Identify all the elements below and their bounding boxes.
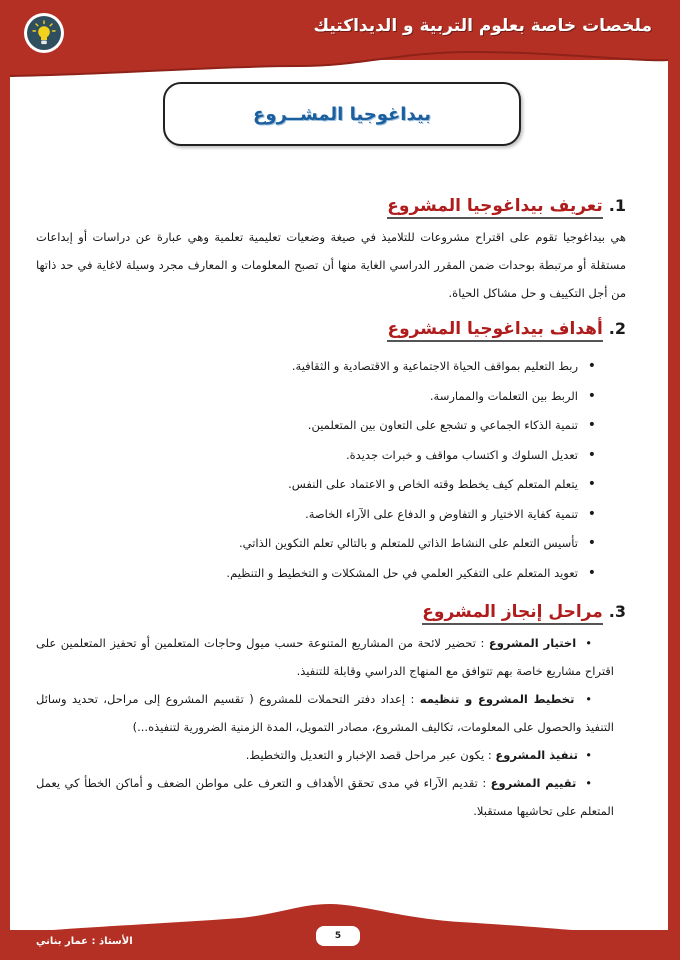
list-item: • تنمية كفاية الاختيار و التفاوض و الدفاع على الآراء الخاصة. [36, 500, 596, 530]
stage-label: تنفيذ المشروع [495, 748, 578, 762]
stages-list [36, 629, 626, 825]
section-title: مراحل إنجاز المشروع [422, 602, 602, 625]
bullet-icon: • [577, 748, 592, 762]
section-2-heading [36, 319, 626, 342]
section-3-heading [36, 602, 626, 625]
header-banner [0, 0, 680, 90]
stage-label: تقييم المشروع [490, 776, 577, 790]
stage-text: : يكون عبر مراحل قصد الإخبار و التعديل والتخطيط. [245, 748, 496, 762]
footer-banner [0, 890, 680, 960]
list-item [36, 629, 614, 685]
author-credit: الأستاذ : عمار بناني [36, 936, 133, 947]
stage-text: : تقديم الآراء في مدى تحقق الأهداف و التعرف على مواطن الضعف و أماكن الخطأ كي يعمل المتعلم على تحاشيها مستقبلا. [36, 776, 614, 818]
list-item: • تنمية الذكاء الجماعي و تشجع على التعاون بين المتعلمين. [36, 411, 596, 441]
lightbulb-icon [32, 20, 56, 46]
list-item [36, 685, 614, 741]
list-item: • تأسيس التعلم على النشاط الذاتي للمتعلم و بالتالي تعلم التكوين الذاتي. [36, 529, 596, 559]
list-item [36, 769, 614, 825]
list-item: • يتعلم المتعلم كيف يخطط وقته الخاص و الاعتماد على النفس. [36, 470, 596, 500]
section-number: 3. [608, 602, 626, 621]
section-1-heading [36, 196, 626, 219]
bullet-icon: • [576, 636, 592, 650]
list-item: • الربط بين التعلمات والممارسة. [36, 382, 596, 412]
section-number: 1. [608, 196, 626, 215]
list-item [36, 741, 614, 769]
bullet-icon: • [574, 692, 592, 706]
page-title-box [163, 82, 521, 146]
header-title: ملخصات خاصة بعلوم التربية و الديداكتيك [313, 16, 652, 36]
page-title: بيداغوجيا المشــروع [253, 103, 431, 125]
section-number: 2. [608, 319, 626, 338]
list-item: • ربط التعليم بمواقف الحياة الاجتماعية و الاقتصادية و الثقافية. [36, 352, 596, 382]
page-number: 5 [316, 926, 360, 946]
document-body [36, 196, 626, 825]
stage-text: : إعداد دفتر التحملات للمشروع ( تقسيم المشروع إلى مراحل، تحديد وسائل التنفيذ والحصول على المعلومات، تكاليف المشروع، مصادر التمويل، المدة الزمنية الضرورية لتنفيذه...) [36, 692, 614, 734]
logo [24, 13, 64, 53]
stage-label: اختيار المشروع [488, 636, 577, 650]
stage-label: تخطيط المشروع و تنظيمه [419, 692, 575, 706]
goals-list [36, 352, 626, 588]
section-title: تعريف بيداغوجيا المشروع [387, 196, 603, 219]
bullet-icon: • [576, 776, 592, 790]
list-item: • تعويد المتعلم على التفكير العلمي في حل المشكلات و التخطيط و التنظيم. [36, 559, 596, 589]
stage-text: : تحضير لائحة من المشاريع المتنوعة حسب ميول وحاجات المتعلمين أو تحفيز المتعلمين على اقتراح مشاريع خاصة بهم تتوافق مع المنهاج الدراسي وقابلة للتنفيذ. [36, 636, 614, 678]
definition-paragraph: هي بيداغوجيا تقوم على اقتراح مشروعات للتلاميذ في صيغة وضعيات تعليمية تعلمية وهي عبارة عن دراسات أو إبداعات مستقلة أو مرتبطة بوحدات ضمن المقرر الدراسي الغاية منها أن تصبح المعلومات و المعارف مجرد وسيلة لاغاية في حد ذاتها من أجل التكييف و حل مشاكل الحياة. [36, 230, 626, 300]
section-title: أهداف بيداغوجيا المشروع [387, 319, 602, 342]
list-item: • تعديل السلوك و اكتساب مواقف و خبرات جديدة. [36, 441, 596, 471]
